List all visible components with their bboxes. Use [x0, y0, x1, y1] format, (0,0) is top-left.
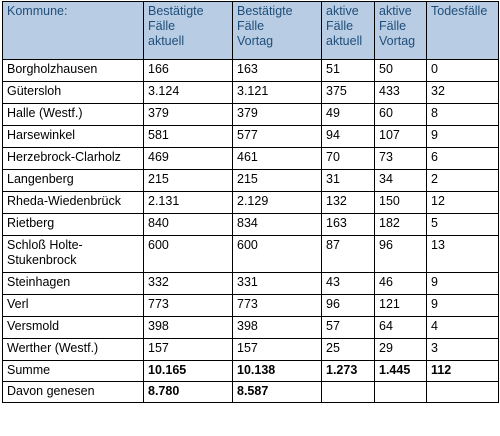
header-line: Todesfälle	[431, 4, 488, 18]
cell-aktiv-aktuell: 51	[322, 60, 375, 82]
table-row	[3, 170, 499, 192]
cell-todesfaelle: 9	[427, 273, 499, 295]
summe-todesfaelle: 112	[427, 361, 499, 382]
cell-bestaetigt-aktuell: 469	[144, 148, 233, 170]
header-todesfaelle	[427, 2, 499, 60]
cell-aktiv-aktuell: 57	[322, 317, 375, 339]
cell-aktiv-aktuell: 94	[322, 126, 375, 148]
table-row	[3, 236, 499, 273]
cell-todesfaelle: 0	[427, 60, 499, 82]
cell-todesfaelle: 6	[427, 148, 499, 170]
header-line: aktive	[326, 4, 359, 18]
cell-aktiv-aktuell: 43	[322, 273, 375, 295]
cell-aktiv-aktuell: 31	[322, 170, 375, 192]
cell-aktiv-aktuell: 375	[322, 82, 375, 104]
kommune-line: Schloß Holte-	[7, 238, 83, 252]
cell-bestaetigt-vortag: 3.121	[233, 82, 322, 104]
header-line: Fälle	[148, 19, 176, 33]
table-row	[3, 60, 499, 82]
header-line: aktive	[379, 4, 412, 18]
cell-aktiv-vortag: 73	[375, 148, 427, 170]
cell-todesfaelle: 8	[427, 104, 499, 126]
cell-kommune: Rietberg	[3, 214, 144, 236]
cell-bestaetigt-aktuell: 581	[144, 126, 233, 148]
genesen-row	[3, 382, 499, 403]
header-line: Fälle	[237, 19, 265, 33]
header-line: Fälle	[379, 19, 407, 33]
cell-aktiv-aktuell: 132	[322, 192, 375, 214]
cell-aktiv-vortag: 96	[375, 236, 427, 273]
cell-todesfaelle: 9	[427, 295, 499, 317]
cell-bestaetigt-aktuell: 3.124	[144, 82, 233, 104]
header-aktiv-vortag	[375, 2, 427, 60]
cell-bestaetigt-aktuell: 773	[144, 295, 233, 317]
cell-kommune: Steinhagen	[3, 273, 144, 295]
cell-aktiv-vortag: 150	[375, 192, 427, 214]
header-line: Bestätigte	[237, 4, 293, 18]
header-line: Vortag	[237, 34, 274, 48]
genesen-label: Davon genesen	[3, 382, 144, 403]
table-footer	[3, 361, 499, 403]
genesen-empty-cell	[427, 382, 499, 403]
cell-bestaetigt-vortag: 331	[233, 273, 322, 295]
cell-aktiv-vortag: 64	[375, 317, 427, 339]
cell-kommune: Halle (Westf.)	[3, 104, 144, 126]
cell-aktiv-aktuell: 70	[322, 148, 375, 170]
table-row	[3, 192, 499, 214]
header-line: aktuell	[148, 34, 185, 48]
table-row	[3, 214, 499, 236]
header-bestaetigt-aktuell	[144, 2, 233, 60]
cell-kommune: Harsewinkel	[3, 126, 144, 148]
kommune-line: Stukenbrock	[7, 253, 77, 267]
cell-bestaetigt-vortag: 461	[233, 148, 322, 170]
cell-kommune: Langenberg	[3, 170, 144, 192]
summe-label: Summe	[3, 361, 144, 382]
table-row	[3, 317, 499, 339]
cell-aktiv-vortag: 121	[375, 295, 427, 317]
genesen-empty-cell	[322, 382, 375, 403]
cell-bestaetigt-vortag: 157	[233, 339, 322, 361]
cell-bestaetigt-aktuell: 840	[144, 214, 233, 236]
cell-aktiv-vortag: 29	[375, 339, 427, 361]
cell-aktiv-aktuell: 87	[322, 236, 375, 273]
header-line: aktuell	[326, 34, 363, 48]
table-row	[3, 339, 499, 361]
cell-bestaetigt-aktuell: 157	[144, 339, 233, 361]
header-line: Vortag	[379, 34, 416, 48]
cell-bestaetigt-aktuell: 600	[144, 236, 233, 273]
cell-aktiv-vortag: 60	[375, 104, 427, 126]
cell-bestaetigt-vortag: 577	[233, 126, 322, 148]
cell-todesfaelle: 13	[427, 236, 499, 273]
cell-bestaetigt-vortag: 2.129	[233, 192, 322, 214]
table-body	[3, 60, 499, 361]
genesen-bestaetigt-vortag: 8.587	[233, 382, 322, 403]
cell-bestaetigt-vortag: 834	[233, 214, 322, 236]
cell-aktiv-vortag: 107	[375, 126, 427, 148]
cell-todesfaelle: 3	[427, 339, 499, 361]
header-line: Bestätigte	[148, 4, 204, 18]
header-line: Kommune:	[7, 4, 68, 18]
cell-bestaetigt-vortag: 379	[233, 104, 322, 126]
covid-cases-table	[2, 1, 499, 403]
cell-kommune: Rheda-Wiedenbrück	[3, 192, 144, 214]
summe-aktiv-aktuell: 1.273	[322, 361, 375, 382]
cell-bestaetigt-aktuell: 2.131	[144, 192, 233, 214]
cell-aktiv-vortag: 50	[375, 60, 427, 82]
cell-todesfaelle: 5	[427, 214, 499, 236]
header-line: Fälle	[326, 19, 354, 33]
table-row	[3, 273, 499, 295]
cell-kommune	[3, 236, 144, 273]
cell-bestaetigt-vortag: 163	[233, 60, 322, 82]
cell-bestaetigt-aktuell: 166	[144, 60, 233, 82]
cell-aktiv-aktuell: 49	[322, 104, 375, 126]
cell-aktiv-aktuell: 25	[322, 339, 375, 361]
table-row	[3, 126, 499, 148]
cell-aktiv-vortag: 182	[375, 214, 427, 236]
summe-bestaetigt-vortag: 10.138	[233, 361, 322, 382]
header-bestaetigt-vortag	[233, 2, 322, 60]
cell-aktiv-aktuell: 163	[322, 214, 375, 236]
cell-aktiv-vortag: 46	[375, 273, 427, 295]
table-header	[3, 2, 499, 60]
cell-aktiv-vortag: 433	[375, 82, 427, 104]
cell-bestaetigt-vortag: 215	[233, 170, 322, 192]
genesen-empty-cell	[375, 382, 427, 403]
cell-bestaetigt-aktuell: 332	[144, 273, 233, 295]
summe-row	[3, 361, 499, 382]
summe-bestaetigt-aktuell: 10.165	[144, 361, 233, 382]
header-kommune	[3, 2, 144, 60]
header-aktiv-aktuell	[322, 2, 375, 60]
cell-todesfaelle: 32	[427, 82, 499, 104]
table-row	[3, 104, 499, 126]
cell-kommune: Werther (Westf.)	[3, 339, 144, 361]
table-row	[3, 148, 499, 170]
table-row	[3, 295, 499, 317]
header-row	[3, 2, 499, 60]
summe-aktiv-vortag: 1.445	[375, 361, 427, 382]
cell-todesfaelle: 4	[427, 317, 499, 339]
cell-aktiv-aktuell: 96	[322, 295, 375, 317]
cell-kommune: Versmold	[3, 317, 144, 339]
cell-bestaetigt-aktuell: 398	[144, 317, 233, 339]
cell-kommune: Gütersloh	[3, 82, 144, 104]
cell-bestaetigt-aktuell: 215	[144, 170, 233, 192]
cell-bestaetigt-vortag: 600	[233, 236, 322, 273]
cell-bestaetigt-vortag: 398	[233, 317, 322, 339]
cell-bestaetigt-vortag: 773	[233, 295, 322, 317]
table-row	[3, 82, 499, 104]
cell-aktiv-vortag: 34	[375, 170, 427, 192]
cell-kommune: Herzebrock-Clarholz	[3, 148, 144, 170]
genesen-bestaetigt-aktuell: 8.780	[144, 382, 233, 403]
cell-kommune: Borgholzhausen	[3, 60, 144, 82]
cell-todesfaelle: 9	[427, 126, 499, 148]
cell-todesfaelle: 12	[427, 192, 499, 214]
cell-kommune: Verl	[3, 295, 144, 317]
cell-todesfaelle: 2	[427, 170, 499, 192]
cell-bestaetigt-aktuell: 379	[144, 104, 233, 126]
